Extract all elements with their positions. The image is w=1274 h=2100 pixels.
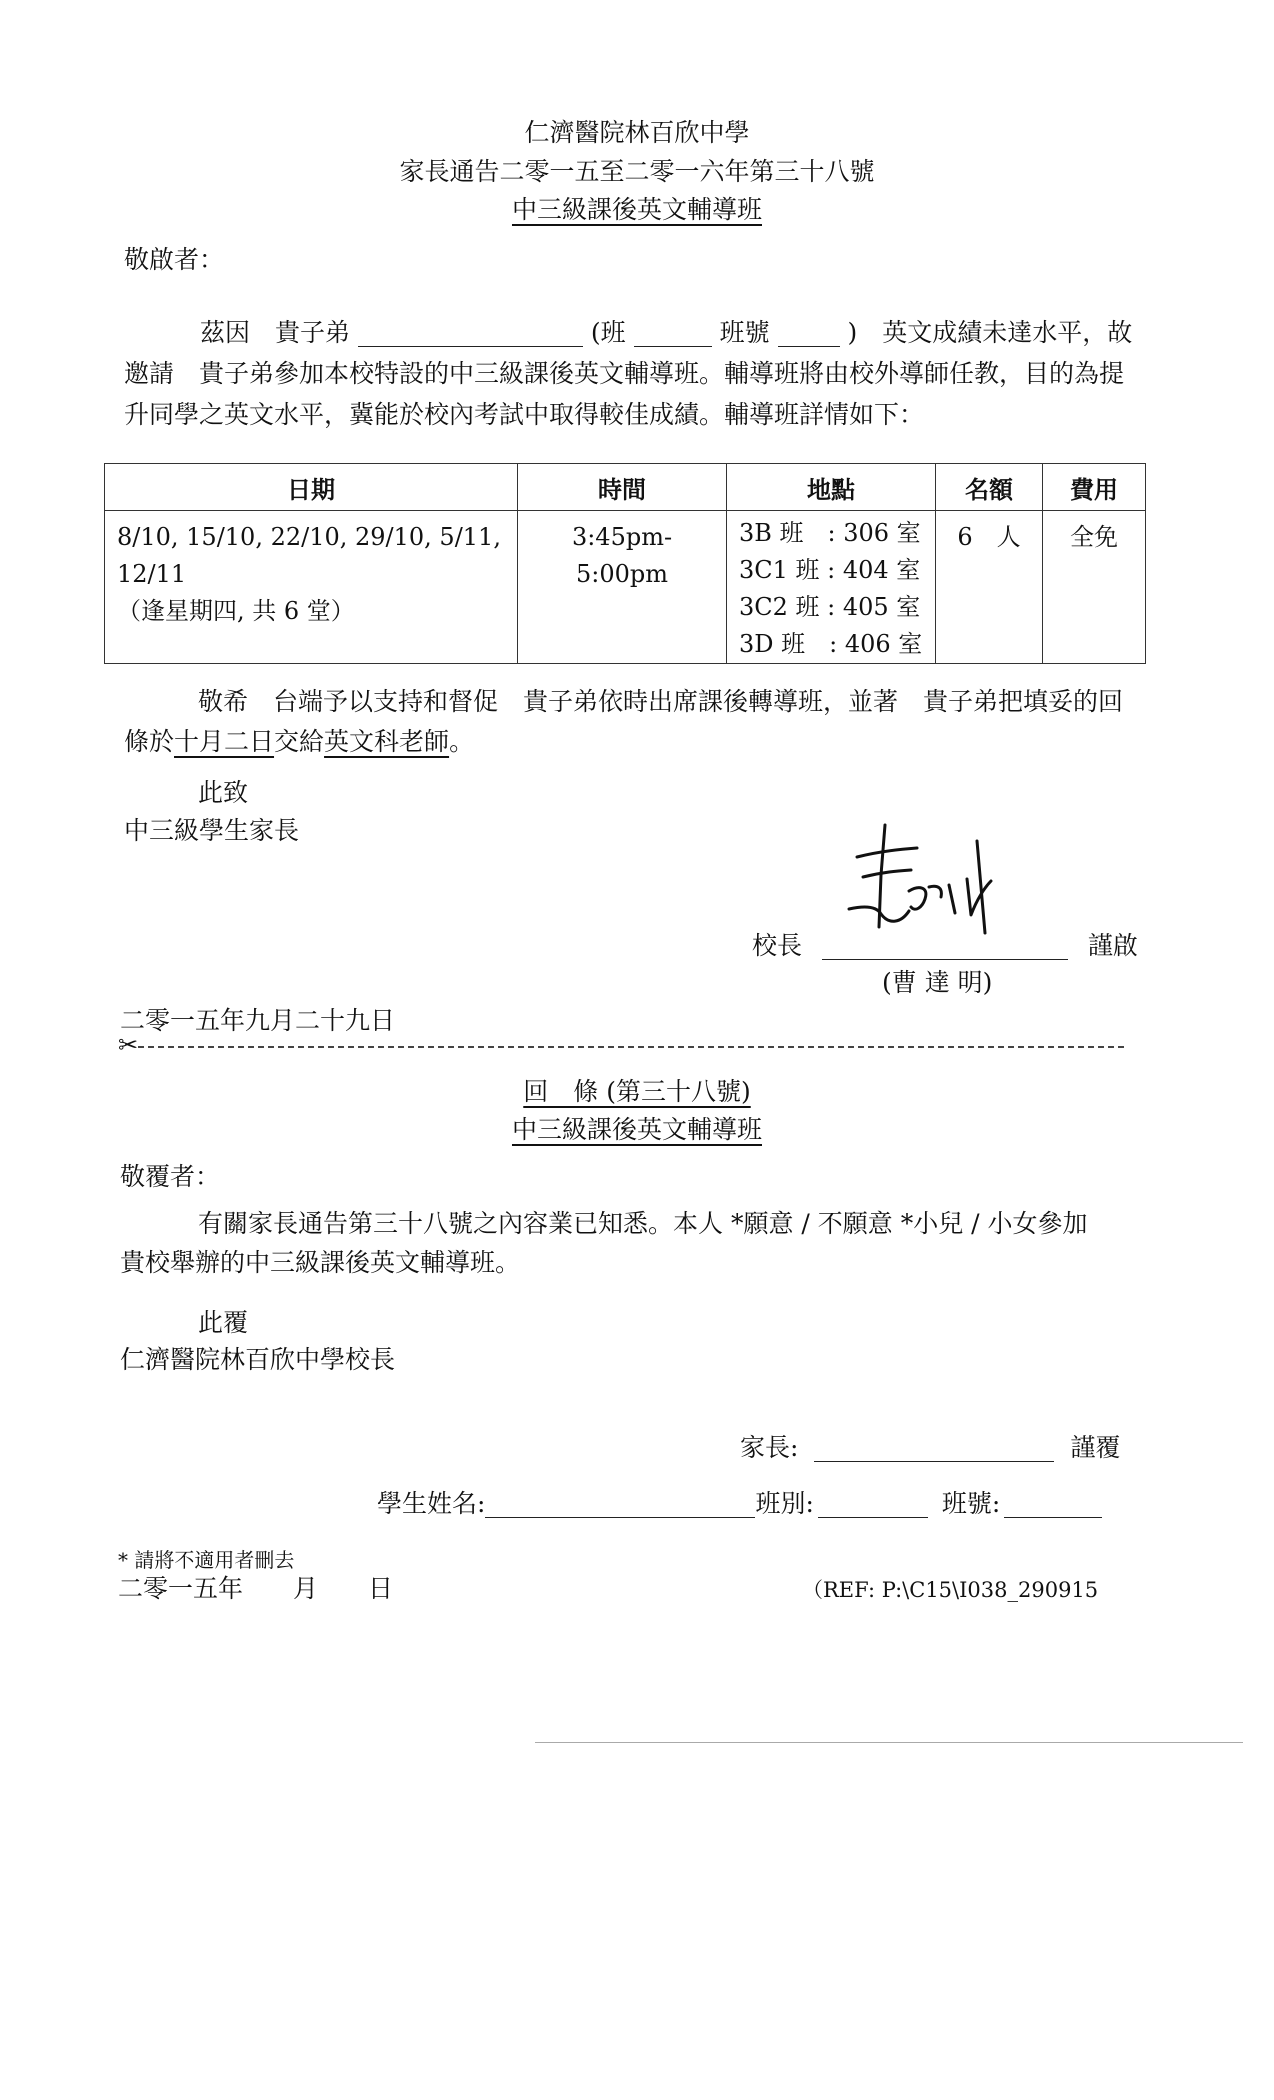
class-number-blank xyxy=(778,321,840,347)
closing-part-a: 條於 xyxy=(124,727,175,756)
reply-recipient: 仁濟醫院林百欣中學校長 xyxy=(120,1345,396,1374)
salutation: 敬啟者： xyxy=(124,245,225,274)
closing-line-1: 敬希 台端予以支持和督促 貴子弟依時出席課後轉導班，並著 貴子弟把填妥的回 xyxy=(198,687,1124,716)
cell-dates xyxy=(105,511,518,664)
notice-subject: 中三級課後英文輔導班 xyxy=(511,195,762,224)
closing-line-2 xyxy=(124,722,474,758)
principal-name: (曹 達 明) xyxy=(882,968,993,997)
principal-title-line xyxy=(752,926,1138,962)
header-venue: 地點 xyxy=(727,464,936,511)
reply-line-2: 貴校舉辦的中三級課後英文輔導班。 xyxy=(120,1248,521,1277)
reply-title: 回 條 (第三十八號) xyxy=(523,1077,751,1106)
class-field[interactable] xyxy=(818,1492,928,1518)
p1-part-a: 茲因 貴子弟 xyxy=(200,318,351,347)
parent-label: 家長: xyxy=(740,1433,799,1462)
cell-venues xyxy=(727,511,936,664)
cell-quota: 6 人 xyxy=(936,511,1043,664)
class-details-table xyxy=(104,463,1146,664)
notice-number: 家長通告二零一五至二零一六年第三十八號 xyxy=(399,157,875,186)
cell-fee: 全免 xyxy=(1043,511,1146,664)
reply-regards: 此覆 xyxy=(198,1308,249,1337)
paragraph-line-1 xyxy=(200,313,1132,349)
closing-part-c: 。 xyxy=(449,727,475,756)
header-date: 日期 xyxy=(105,464,518,511)
cell-time: 3:45pm-5:00pm xyxy=(518,511,727,664)
venue-item: 3D 班 : 406 室 xyxy=(739,630,923,658)
cut-line xyxy=(138,1046,1124,1048)
reply-line-1: 有關家長通告第三十八號之內容業已知悉。本人 *願意 / 不願意 *小兒 / 小女參加 xyxy=(198,1209,1088,1238)
table-row xyxy=(105,511,1146,664)
number-label: 班號: xyxy=(941,1489,1001,1518)
notice-date: 二零一五年九月二十九日 xyxy=(120,1006,396,1035)
reply-title-wrap xyxy=(0,1072,1274,1108)
reply-salutation: 敬覆者： xyxy=(120,1162,221,1191)
class-label: 班別: xyxy=(755,1489,814,1518)
header-time: 時間 xyxy=(518,464,727,511)
p1-part-d: ) 英文成績未達水平，故 xyxy=(847,318,1133,347)
notice-subject-wrap xyxy=(0,190,1274,226)
reply-deadline: 十月二日 xyxy=(174,727,275,756)
venue-item: 3C1 班 : 404 室 xyxy=(739,556,921,584)
recipient: 中三級學生家長 xyxy=(124,816,300,845)
table-header-row xyxy=(105,464,1146,511)
scissors-icon: ✂ xyxy=(118,1031,139,1059)
principal-title: 校長 xyxy=(752,931,803,960)
venue-item: 3C2 班 : 405 室 xyxy=(739,593,921,621)
venue-item: 3B 班 : 306 室 xyxy=(739,519,921,547)
header-quota: 名額 xyxy=(936,464,1043,511)
principal-signature xyxy=(845,815,1015,940)
reply-subject-wrap xyxy=(0,1110,1274,1146)
regards: 此致 xyxy=(198,778,249,807)
parent-signature-field[interactable] xyxy=(814,1436,1054,1462)
parent-suffix: 謹覆 xyxy=(1070,1433,1121,1462)
scan-artifact-line xyxy=(535,1742,1243,1743)
student-name-field[interactable] xyxy=(485,1492,755,1518)
dates-text: 8/10, 15/10, 22/10, 29/10, 5/11, 12/11 xyxy=(117,523,501,588)
reply-recipient-teacher: 英文科老師 xyxy=(324,727,450,756)
student-name-label: 學生姓名: xyxy=(377,1489,486,1518)
signature-line xyxy=(822,934,1068,960)
parent-signature-line xyxy=(740,1428,1120,1464)
footnote: * 請將不適用者刪去 xyxy=(118,1548,295,1572)
p1-part-b: (班 xyxy=(590,318,626,347)
reply-subject: 中三級課後英文輔導班 xyxy=(511,1115,762,1144)
reply-date: 二零一五年 月 日 xyxy=(118,1574,394,1603)
student-info-line xyxy=(377,1484,1102,1520)
paragraph-line-2: 邀請 貴子弟參加本校特設的中三級課後英文輔導班。輔導班將由校外導師任教，目的為提 xyxy=(124,359,1125,388)
closing-part-b: 交給 xyxy=(274,727,325,756)
paragraph-line-3: 升同學之英文水平，冀能於校內考試中取得較佳成績。輔導班詳情如下： xyxy=(124,400,925,429)
student-name-blank xyxy=(358,321,583,347)
number-field[interactable] xyxy=(1004,1492,1102,1518)
school-name: 仁濟醫院林百欣中學 xyxy=(524,118,750,147)
reference-code: （REF: P:\C15\I038_290915 xyxy=(802,1578,1099,1602)
p1-part-c: 班號 xyxy=(719,318,770,347)
signature-suffix: 謹啟 xyxy=(1087,931,1138,960)
header-fee: 費用 xyxy=(1043,464,1146,511)
class-blank xyxy=(634,321,712,347)
dates-note: （逢星期四, 共 6 堂） xyxy=(117,597,355,625)
